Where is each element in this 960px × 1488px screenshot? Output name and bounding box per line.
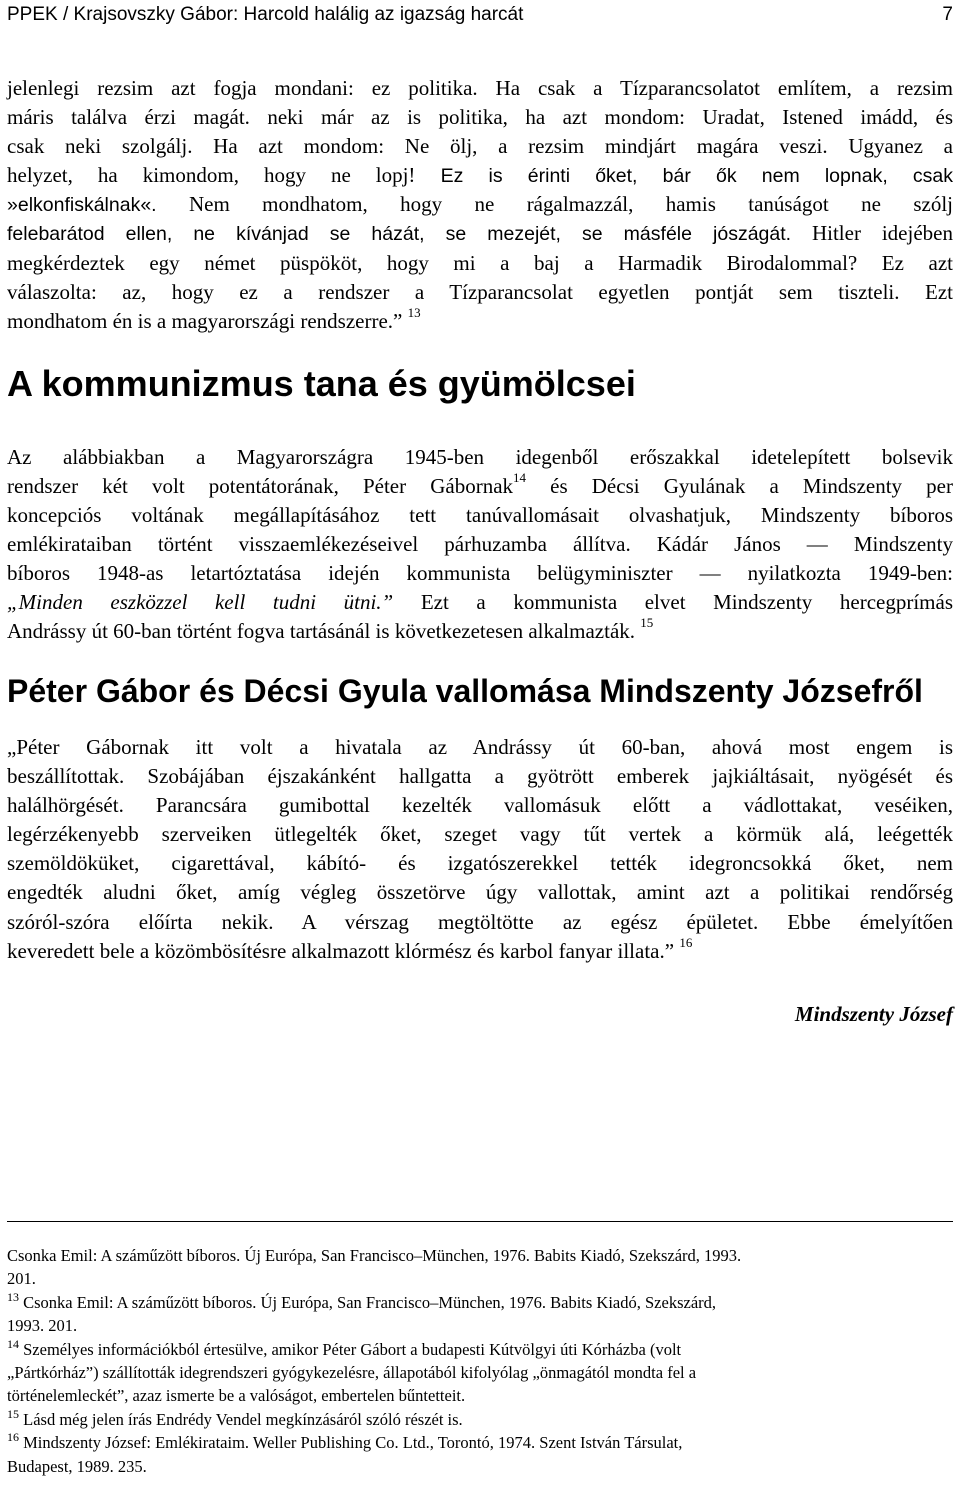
text-span: keveredett bele a közömbösítésre alkalmazott klórmész és karbol fanyar illata.” [7,938,675,963]
footnote-line: 1993. 201. [7,1316,78,1336]
signature: Mindszenty József [794,1002,953,1026]
footnote-marker: 15 [7,1406,19,1421]
text-span: Ez is érinti őket, bár ők nem lopnak, csak [415,165,953,188]
text-line: beszállítottak. Szobájában éjszakánként hallgatta a gyötrött emberek jajkiáltásait, nyögését és [7,764,953,789]
text-line: koncepciós voltának megállapításához tett tanúvallomásait olvashatjuk, Mindszenty bíboros [7,503,953,527]
text-line: legérzékenyebb szerveiken ütlegelték őket, szeget vagy tűt vertek a körmük alá, leégették [7,822,953,847]
text-span: helyzet, ha kimondom, hogy ne lopj! [7,163,416,188]
footnote-ref[interactable]: 16 [679,934,693,950]
footnote-marker: 13 [7,1289,19,1304]
text-span: Lásd még jelen írás Endrédy Vendel megkínzásáról szóló részét is. [23,1409,463,1429]
paragraph-intro [7,74,953,336]
text-line: engedték aludni őket, amíg végleg összetörve úgy vallottak, amint azt a politikai rendőrség [7,880,953,905]
footnote-ref[interactable]: 14 [513,470,527,485]
section-heading: Péter Gábor és Décsi Gyula vallomása Mindszenty Józsefről [7,673,923,709]
text-span: »elkonfiskálnak«. [7,194,157,217]
footnote-ref[interactable]: 15 [640,615,654,630]
footnote-marker: 14 [7,1336,19,1351]
text-span: Hitler idejében [791,221,953,246]
text-span: Személyes információkból értesülve, amikor Péter Gábort a budapesti Kútvölgyi úti Kórházba (volt [23,1339,682,1359]
footnote-divider [7,1221,953,1222]
footnote-line [7,1291,953,1314]
text-line: Az alábbiakban a Magyarországra 1945-ben idegenből erőszakkal idetelepített bolsevik [7,445,953,469]
header-title: PPEK / Krajsovszky Gábor: Harcold halálig az igazság harcát [7,4,524,25]
footnote-line: Budapest, 1989. 235. [7,1456,147,1476]
text-span: Andrássy út 60-ban történt fogva tartásánál is következetesen alkalmazták. [7,619,636,643]
text-line: csak neki szolgálj. Ha azt mondom: Ne ölj, a rezsim mindjárt magára veszi. Ugyanez a [7,134,953,159]
paragraph-testimony [7,733,953,966]
text-span: Csonka Emil: A száműzött bíboros. Új Európa, San Francisco–München, 1976. Babits Kiadó, Szekszárd, [23,1292,717,1312]
footnote-line: történelemleckét”, azaz ismerte be a valóságot, embertelen bűntetteit. [7,1386,466,1406]
text-line [7,934,953,966]
text-line: emlékirataiban történt visszaemlékezéseivel párhuzamba állítva. Kádár János — Mindszenty [7,532,953,556]
text-span: Nem mondhatom, hogy ne rágalmazzál, hamis tanúságot ne szólj [156,192,953,217]
text-span: Ezt a kommunista elvet Mindszenty hercegprímás [393,590,953,614]
text-line: szemöldöküket, cigarettával, kábító- és izgatószerekkel tették idegroncsokká őket, nem [7,851,953,876]
text-line: válaszolta: az, hogy ez a rendszer a Tízparancsolat egyetlen pontját sem tiszteli. Ezt [7,279,953,304]
text-line [7,588,953,617]
text-line: halálhörgését. Parancsára gumibottal kezelték vallomásuk előtt a vádlottakat, veséiken, [7,793,953,818]
text-line: máris találva érzi magát. neki már az is politika, ha azt mondom: Uradat, Istened imádd, és [7,105,953,130]
text-line [7,617,953,646]
footnote-marker: 16 [7,1430,19,1445]
text-span: felebarátod ellen, ne kívánjad se házát, se mezejét, se másféle jószágát. [7,223,792,246]
text-line [7,219,953,248]
text-line: jelenlegi rezsim azt fogja mondani: ez politika. Ha csak a Tízparancsolatot említem, a rezsim [7,76,953,100]
text-line [7,304,953,336]
footnotes [7,1244,953,1478]
text-span: mondhatom én is a magyarországi rendszerre.” [7,308,403,333]
footnote-line: „Pártkórház”) szállították idegrendszeri gyógykezelésre, állapotából kifolyólag „önmagától mondta fel a [7,1362,697,1382]
text-line [7,190,953,219]
text-span: és Décsi Gyulának a Mindszenty per [526,474,953,498]
footnote-line: Csonka Emil: A száműzött bíboros. Új Európa, San Francisco–München, 1976. Babits Kiadó, Szekszárd, 1993. [7,1246,742,1265]
text-line: megkérdeztek egy német püspököt, hogy mi a baj a Harmadik Birodalommal? Ez azt [7,250,953,275]
text-line: „Péter Gábornak itt volt a hivatala az Andrássy út 60-ban, ahová most engem is [7,735,953,759]
footnote-line [7,1408,953,1431]
paragraph-communism [7,443,953,646]
footnote-ref[interactable]: 13 [407,304,421,320]
section-heading: A kommunizmus tana és gyümölcsei [7,363,636,404]
text-line: szóról-szóra előírta nekik. A vérszag megtöltötte az egész épületet. Ebbe émelyítően [7,909,953,934]
page-number: 7 [942,4,953,25]
quote-text: „Minden eszközzel kell tudni ütni.” [7,590,394,614]
text-span: rendszer két volt potentátorának, Péter Gábornak [7,474,514,498]
running-header [7,2,953,28]
footnote-line [7,1338,953,1361]
footnote-line: 201. [7,1269,36,1289]
text-line: bíboros 1948-as letartóztatása idején kommunista belügyminiszter — nyilatkozta 1949-ben: [7,561,953,585]
footnote-line [7,1431,953,1454]
text-span: Mindszenty József: Emlékirataim. Weller Publishing Co. Ltd., Torontó, 1974. Szent István Társulat, [23,1433,683,1453]
text-line [7,472,953,501]
text-line [7,161,953,190]
